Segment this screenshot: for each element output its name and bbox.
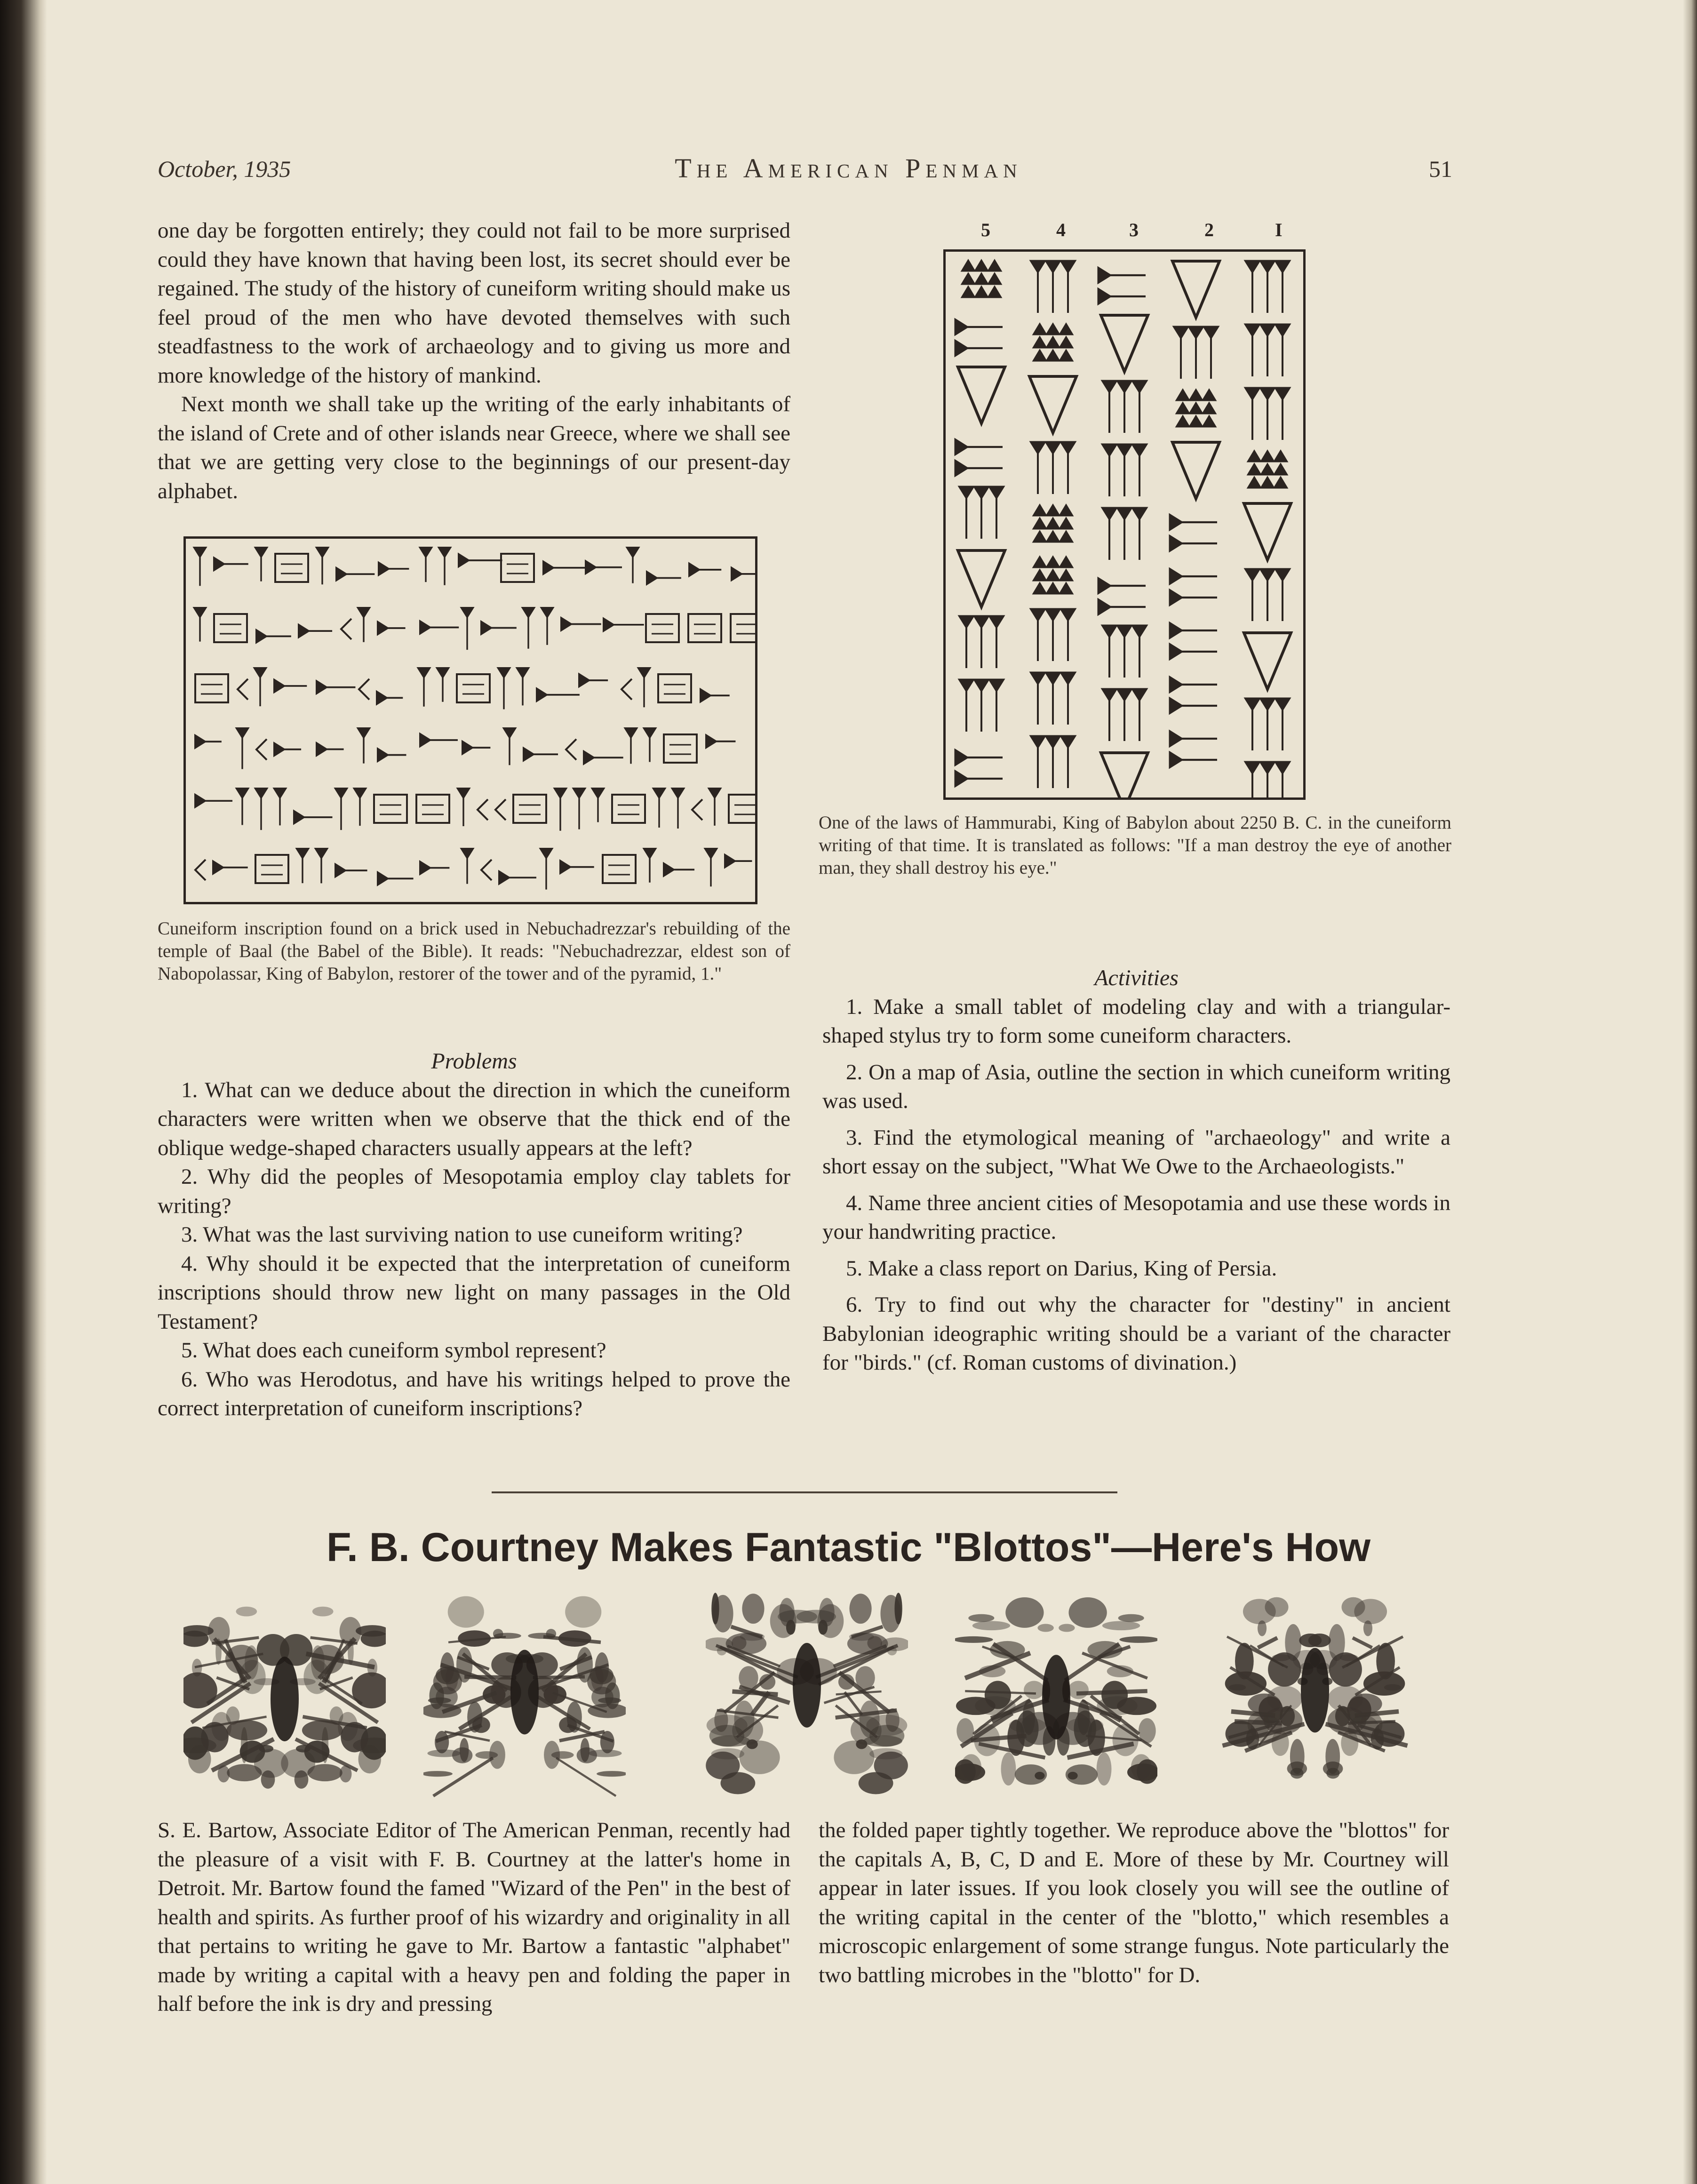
problems-section — [158, 1047, 790, 1423]
blotto-d-image — [955, 1590, 1157, 1797]
brick-caption: Cuneiform inscription found on a brick used in Nebuchadrezzar's rebuilding of the temple of Baal (the Babel of the Bible). It reads: "Nebuchadrezzar, eldest son of Nabopolassar, King of Babylon, restorer of the tower and of the pyramid, 1." — [158, 918, 790, 984]
problem-item: 4. Why should it be expected that the interpretation of cuneiform inscriptions should throw new light on many passages in the Old Testament? — [158, 1251, 790, 1334]
blotto-e-image — [1214, 1590, 1416, 1797]
header-date: October, 1935 — [158, 156, 291, 182]
problems-heading: Problems — [431, 1049, 517, 1074]
law-caption: One of the laws of Hammurabi, King of Babylon about 2250 B. C. in the cuneiform writing of that time. It is translated as follows: "If a man destroy the eye of another man, they shall destroy his eye." — [819, 813, 1451, 878]
intro-paragraph: Next month we shall take up the writing of the early inhabitants of the island of Crete and of other islands near Greece, where we shall see that we are getting very close to the beginnings of our present-day alphabet. — [158, 392, 790, 503]
law-column-number: 2 — [1204, 219, 1214, 240]
activity-item: 3. Find the etymological meaning of "archaeology" and write a short essay on the subject, "What We Owe to the Archaeologists." — [822, 1125, 1450, 1179]
header-page-number: 51 — [1429, 156, 1452, 182]
problem-item: 6. Who was Herodotus, and have his writings helped to prove the correct interpretation of cuneiform inscriptions? — [158, 1367, 790, 1420]
hammurabi-law-image — [943, 249, 1306, 800]
law-column-number: 3 — [1129, 219, 1139, 240]
intro-text — [158, 216, 790, 506]
article-headline: F. B. Courtney Makes Fantastic "Blottos"—Here's How — [327, 1525, 1370, 1570]
cuneiform-law-drawing — [946, 252, 1303, 797]
brick-inscription-image — [183, 536, 757, 904]
activity-item: 6. Try to find out why the character for "destiny" in ancient Babylonian ideographic writing should be a variant of the character for "birds." (cf. Roman customs of divination.) — [822, 1292, 1450, 1375]
problem-item: 5. What does each cuneiform symbol represent? — [181, 1338, 606, 1363]
activities-heading: Activities — [1094, 965, 1179, 990]
law-column-number: I — [1275, 219, 1283, 240]
page-edge — [1683, 0, 1697, 2184]
problem-item: 3. What was the last surviving nation to use cuneiform writing? — [181, 1222, 743, 1247]
blotto-b-image — [423, 1590, 626, 1797]
activity-item: 1. Make a small tablet of modeling clay and with a triangular-shaped stylus try to form some cuneiform characters. — [822, 994, 1450, 1048]
article-text-right: the folded paper tightly together. We reproduce above the "blottos" for the capitals A, B, C, D and E. More of these by Mr. Courtney will appear in later issues. If you look closely you will see the outline of the writing capital in the center of the "blotto," which resembles a microscopic enlargement of some strange fungus. Note particularly the two battling microbes in the "blotto" for D. — [819, 1818, 1449, 1987]
activity-item: 5. Make a class report on Darius, King of Persia. — [846, 1256, 1277, 1281]
problems-list — [158, 1076, 790, 1423]
activities-list — [822, 993, 1450, 1378]
activity-item: 2. On a map of Asia, outline the section in which cuneiform writing was used. — [822, 1060, 1450, 1113]
blotto-c-image — [706, 1590, 908, 1797]
problem-item: 2. Why did the peoples of Mesopotamia employ clay tablets for writing? — [158, 1164, 790, 1218]
activity-item: 4. Name three ancient cities of Mesopotamia and use these words in your handwriting practice. — [822, 1190, 1450, 1244]
article-text-left: S. E. Bartow, Associate Editor of The American Penman, recently had the pleasure of a visit with F. B. Courtney at the latter's home in Detroit. Mr. Bartow found the famed "Wizard of the Pen" in the best of health and spirits. As further proof of his wizardry and originality in all that pertains to writing he gave to Mr. Bartow a fantastic "alphabet" made by writing a capital with a heavy pen and folding the paper in half before the ink is dry and pressing — [158, 1818, 790, 2016]
section-divider — [492, 1491, 1117, 1493]
law-column-number: 4 — [1056, 219, 1066, 240]
activities-section — [822, 964, 1450, 1385]
blotto-a-image — [183, 1590, 386, 1797]
header-title: The American Penman — [675, 153, 1022, 183]
binding-shadow — [0, 0, 47, 2184]
problem-item: 1. What can we deduce about the direction in which the cuneiform characters were written when we observe that the thick end of the oblique wedge-shaped characters usually appears at the left? — [158, 1077, 790, 1160]
cuneiform-brick-drawing — [186, 539, 755, 902]
law-column-number: 5 — [981, 219, 990, 240]
intro-paragraph: one day be forgotten entirely; they could not fail to be more surprised could they have known that having been lost, its secret should ever be regained. The study of the history of cuneiform writing should make us feel proud of the men who have devoted themselves with such steadfastness to the work of archaeology and to giving us more and more knowledge of the history of mankind. — [158, 218, 790, 388]
